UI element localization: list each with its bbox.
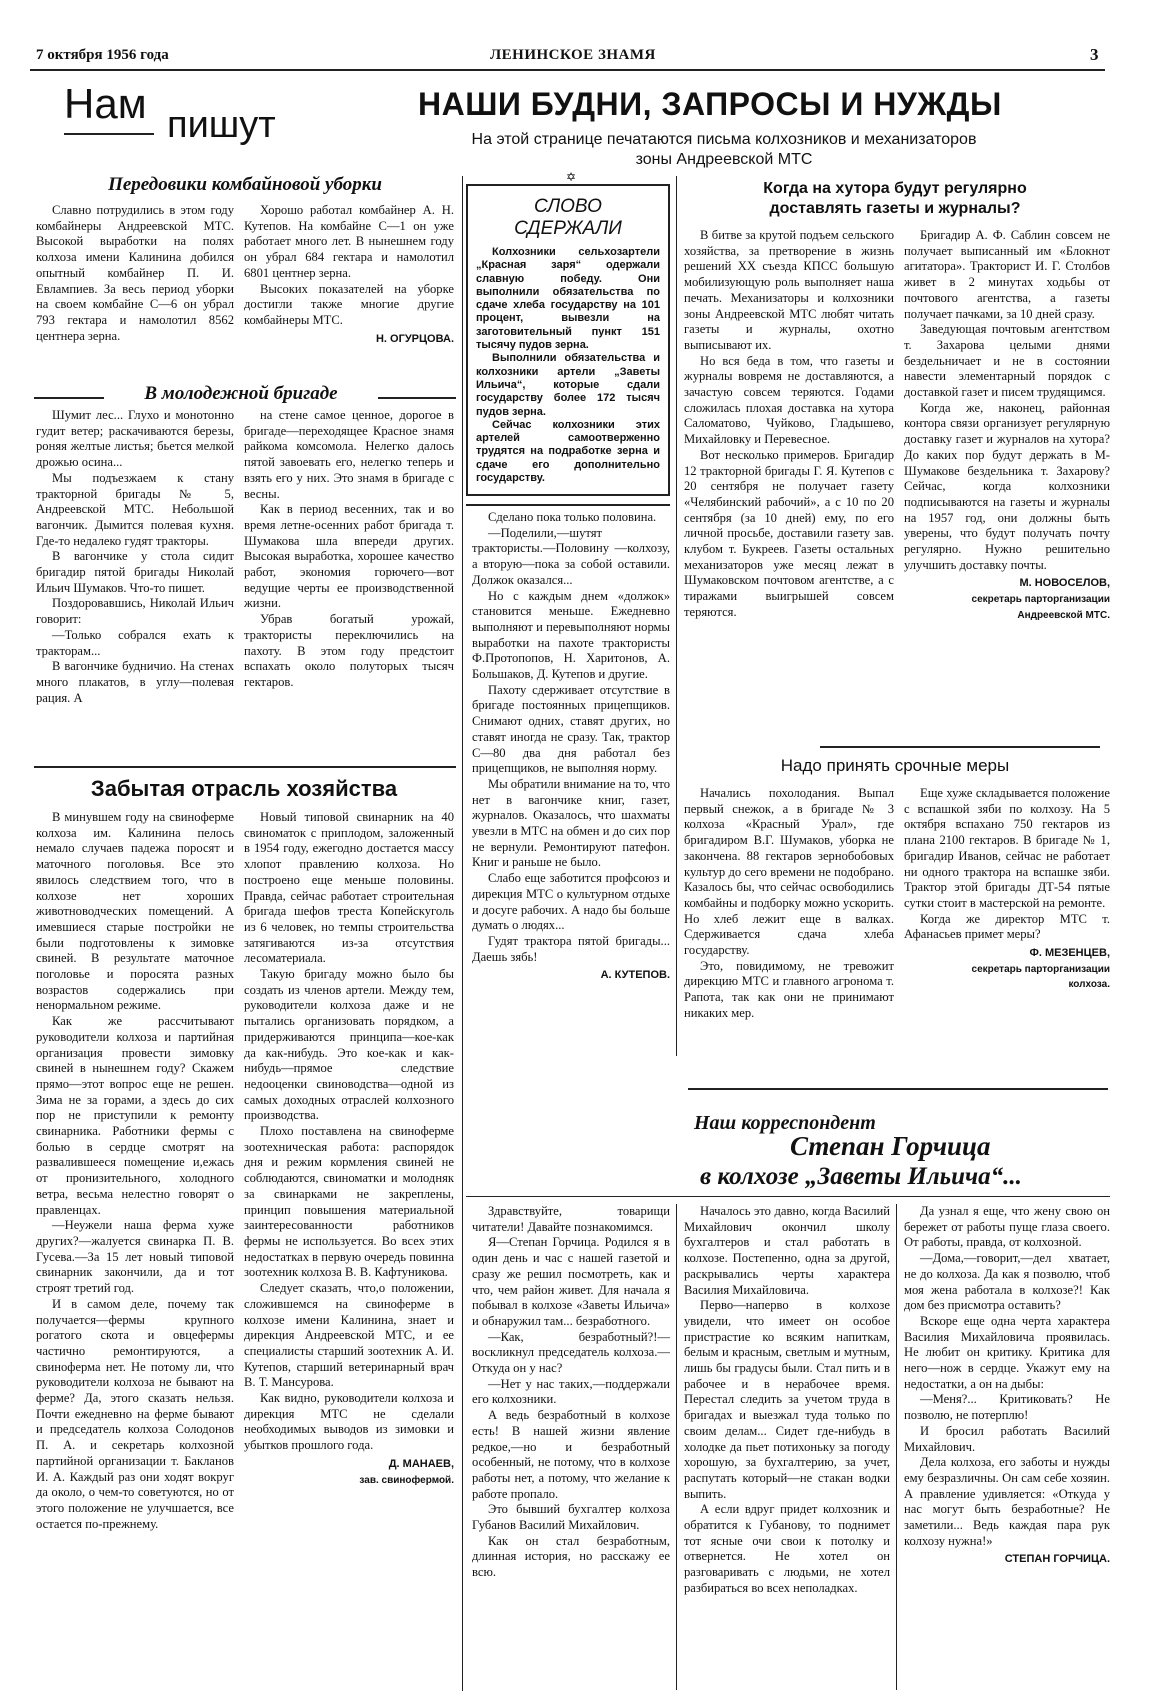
youth-para: Поздоровавшись, Николай Ильич говорит: xyxy=(36,596,234,627)
urgent-para: Начались похолодания. Выпал первый снежок, а в бригаде № 3 колхоза «Красный Урал», где бригадиром В.Г. Шумаков, уборка не закончена. 88 гектаров зернобобовых культур до сего времени не подобрано. Казалось бы, что сейчас освободились комбайны и подборку можно ускорить. Но хлеб лежит еще в валках. Сдерживается сдача хлеба государству. xyxy=(684,786,894,958)
box-bottom-rule xyxy=(466,504,670,506)
youth-para: В вагончике у стола сидит бригадир пятой бригады Николай Ильич Шумаков. Что-то пишет. xyxy=(36,549,234,595)
youth-cont-para: —Поделили,—шутят трактористы.—Половину —колхозу, а вторую—пока за собой оставили. Должок оказался... xyxy=(472,525,670,587)
newspapers-para: В битве за крутой подъем сельского хозяйства, за претворение в жизнь решений XX съезда КПСС большую мобилизующую роль выполняет наша печать. Механизаторы и колхозники зоны Андреевской МТС любят читать газеты и журналы, охотно выписывают их. xyxy=(684,228,894,352)
correspondent-para: Вскоре еще одна черта характера Василия Михайловича проявилась. Не любит он критику. Критика для него—нож в сердце. Укажут ему на недостатки, а он на дыбы: xyxy=(904,1313,1110,1391)
correspondent-divider-1 xyxy=(676,1204,677,1690)
correspondent-title-2: Степан Горчица xyxy=(790,1131,991,1161)
correspondent-col2 xyxy=(684,1204,890,1692)
correspondent-para: А ведь безработный в колхозе есть! В нашей жизни явление редкое,—но и безработный особенный, не потому, что в колхозе работы нет, а потому, что желание к работе пропало. xyxy=(472,1408,670,1501)
article-newspapers-title-2: доставлять газеты и журналы? xyxy=(769,200,1021,217)
article-combine-signature: Н. ОГУРЦОВА. xyxy=(375,332,454,345)
rubric-nam: Нам xyxy=(64,80,147,127)
pig-para: Следует сказать, что,о положении, сложившемся на свиноферме в колхозе имени Калинина, знает и дирекция Андреевской МТС, и ее специалисты старший зоотехник А. И. Кутепов, старший ветеринарный врач В. Т. Мансурова. xyxy=(244,1281,454,1390)
box-title-1: СЛОВО xyxy=(534,196,602,217)
newspapers-para: Когда же, наконец, районная контора связи организует регулярную доставку газет и журналов на хутора? До каких пор будут держать в М-Шумакове бездельника т. Захарову? Сейчас, когда колхозники подписываются на газеты и журналы на 1957 год, они должны быть уверены, что будут получать почту регулярно. Нужно решительно улучшить доставку почты. xyxy=(904,400,1110,572)
correspondent-para: Как он стал безработным, длинная история, но расскажу ее всю. xyxy=(472,1533,670,1580)
article-pig-farm-col1 xyxy=(36,810,234,1692)
correspondent-para: Это бывший бухгалтер колхоза Губанов Василий Михайлович. xyxy=(472,1502,670,1533)
correspondent-divider-2 xyxy=(896,1204,897,1690)
pig-para: Новый типовой свинарник на 40 свиноматок с приплодом, заложенный в 1954 году, ежегодно достается массу хлопот правлению колхоза. Но построено еще меньше половины. Правда, сейчас работает строительная бригада шефов треста Копейскуголь из 6 человек, но темпы строительства затягиваются из-за отсутствия лесоматериала. xyxy=(244,810,454,966)
youth-para: Как в период весенних, так и во время летне-осенних работ бригада т. Шумакова шла впереди других. Высокая выработка, хорошее качество работ, экономия горючего—вот ведущие черты ее производственной жизни. xyxy=(244,502,454,611)
youth-para: на стене самое ценное, дорогое в бригаде—переходящее Красное знамя райкома комсомола. Нелегко далось пятой завоевать его, нелегко теперь и взять его у них. Это знамя в бригаде с весны. xyxy=(244,408,454,501)
youth-cont-para: Но с каждым днем «должок» становится меньше. Ежедневно выполняют и перевыполняют нормы выработки на пахоте трактористы Ф.Протопопов, Н. Харитонов, А. Большаков, Д. Кутепов и другие. xyxy=(472,588,670,682)
correspondent-para: А если вдруг придет колхозник и обратится к Губанову, то поднимет тот ясные очи свои к потолку и отвернется. Не хотел он разговаривать с людьми, не хотел разбираться во всех неполадках. xyxy=(684,1502,890,1595)
masthead-date: 7 октября 1956 года xyxy=(36,47,169,63)
correspondent-para: Началось это давно, когда Василий Михайлович окончил школу бухгалтеров и стал работать в колхозе. Постепенно, одна за другой, раскрывались черты характера Василия Михайловича. xyxy=(684,1204,890,1297)
box-para: Выполнили обязательства и колхозники артели „Заветы Ильича“, которые сдали государству более 172 тысяч пудов зерна. xyxy=(476,352,660,418)
youth-para: —Только собрался ехать к тракторам... xyxy=(36,627,234,658)
newspapers-para: Бригадир А. Ф. Саблин совсем не получает выписанный им «Блокнот агитатора». Тракторист И. Г. Столбов живет в 2 минутах ходьбы от почтового агентства, а газеты получает пачками, за 10 дней сразу. xyxy=(904,228,1110,321)
box-word-kept xyxy=(466,184,670,496)
correspondent-col1 xyxy=(472,1204,670,1692)
urgent-para: Когда же директор МТС т. Афанасьев примет меры? xyxy=(904,911,1110,942)
youth-cont-para: Сделано пока только половина. xyxy=(488,510,657,524)
correspondent-col3 xyxy=(904,1204,1110,1694)
youth-signature: А. КУТЕПОВ. xyxy=(600,969,670,982)
rubric-underline xyxy=(64,133,154,135)
article-pig-farm-title: Забытая отрасль хозяйства xyxy=(90,776,398,801)
correspondent-title-1: Наш корреспондент xyxy=(694,1112,876,1134)
article-combine-title: Передовики комбайновой уборки xyxy=(108,174,382,195)
page-banner-title: НАШИ БУДНИ, ЗАПРОСЫ И НУЖДЫ xyxy=(418,86,1002,122)
pig-title-top-rule xyxy=(34,766,456,768)
youth-para: Шумит лес... Глухо и монотонно гудит ветер; раскачиваются березы, роняя желтые листья; бьется мелкой дрожью осина... xyxy=(36,408,234,470)
article-youth-title: В молодежной бригаде xyxy=(144,383,338,404)
newspapers-signature-title-1: секретарь парторганизации xyxy=(971,594,1110,606)
urgent-signature-title-2: колхоза. xyxy=(1068,979,1110,991)
masthead-page-number: 3 xyxy=(1090,45,1099,64)
correspondent-para: —Меня?... Критиковать? Не позволю, не потерплю! xyxy=(904,1392,1110,1423)
pig-para: Такую бригаду можно было бы создать из членов артели. Между тем, руководители колхоза даже и не пытались организовать порядком, а придерживаются принципа—кое-как да как-нибудь. Это кое-как и как-нибудь—прямое следствие недооценки свиноводства—одной из самых доходных отраслей колхозного производства. xyxy=(244,967,454,1123)
correspondent-title-3: в колхозе „Заветы Ильича“... xyxy=(700,1163,1022,1190)
newspapers-signature-title-2: Андреевской МТС. xyxy=(1017,609,1110,621)
newspapers-signature: М. НОВОСЕЛОВ, xyxy=(1019,577,1110,590)
pig-signature: Д. МАНАЕВ, xyxy=(388,1457,454,1470)
urgent-para: Еще хуже складывается положение с вспашкой зяби по колхозу. На 5 октября вспахано 750 гектаров из плана 2100 гектаров. В бригаде № 1, бригадир Иванов, сейчас не работает ни одного трактора на вспашке зяби. Трактор этой бригады ДТ-54 пятые сутки стоит в мастерской на ремонте. xyxy=(904,786,1110,910)
pig-para: —Неужели наша ферма хуже других?—жалуется свинарка П. В. Гусева.—За 15 лет новый типовой свинарник закончили, да и тот строят третий год. xyxy=(36,1218,234,1296)
ornament-star-icon: ✡ xyxy=(566,170,577,184)
masthead-paper-name: ЛЕНИНСКОЕ ЗНАМЯ xyxy=(490,47,656,63)
article-combine-para: Высоких показателей на уборке достигли также многие другие комбайнеры МТС. xyxy=(244,281,454,327)
pig-para: В минувшем году на свиноферме колхоза им. Калинина пелось немало случаев падежа поросят и маточного поголовья. Все это явилось следствием того, что в колхозе нет хороших животноводческих помещений. А имевшиеся старые постройки не были подготовлены к зимовке свиней. В результате маточное поголовье и поросята разных возрастов содержались при ненормальном режиме. xyxy=(36,810,234,1013)
youth-continuation xyxy=(472,510,670,1124)
youth-title-rule-left xyxy=(34,397,104,399)
youth-para: Мы подъезжаем к стану тракторной бригады № 5, Андреевской МТС. Небольшой вагончик. Дымится полевая кухня. Где-то недалеко гудят тракторы. xyxy=(36,470,234,548)
box-para: Сейчас колхозники этих артелей самоотверженно трудятся на подработке зерна и сдаче его дополнительно государству. xyxy=(476,418,660,485)
correspondent-para: —Нет у нас таких,—поддержали его колхозники. xyxy=(472,1376,670,1407)
article-urgent-col1 xyxy=(684,786,894,1048)
pig-para: Плохо поставлена на свиноферме зоотехническая работа: распорядок дня и режим кормления свиней не соблюдаются, свиноматки и молодняк за свинарками не закреплены, принцип повышения материальной заинтересованности работников фермы не используется. Во всех этих недостатках в первую очередь повинна зоотехник колхоза В. В. Кафтуникова. xyxy=(244,1124,454,1280)
article-newspapers-title-1: Когда на хутора будут регулярно xyxy=(763,180,1027,197)
page-banner-subtitle-2: зоны Андреевской МТС xyxy=(635,151,813,168)
correspondent-para: —Дома,—говорит,—дел хватает, не до колхоза. Да как я позволю, чтоб моя жена работала в колхозе?! Как дом без присмотра оставить? xyxy=(904,1251,1110,1313)
urgent-para: Это, повидимому, не тревожит дирекцию МТС и главного агронома т. Рапота, так как они не принимают никаких мер. xyxy=(684,958,894,1020)
correspondent-para: Да узнал я еще, что жену свою он бережет от работы пуще глаза своего. От работы, правда, от колхозной. xyxy=(904,1204,1110,1250)
youth-para: В вагончике будничио. На стенах много плакатов, в углу—полевая рация. А xyxy=(36,659,234,705)
correspondent-para: Перво—наперво в колхозе увидели, что имеет он особое пристрастие ко всяким напиткам, белым и красным, светлым и мутным, лишь бы градусы были. Стал пить и в рабочее и в нерабочее время. Перестал следить за учетом труда в бригадах и выезжал туда только по своим делам... Сидет где-нибудь в холодке да пьет потихоньку за погоду хорошую, за бухгалтерию, за учет, распутать который—не стакан водки выпить. xyxy=(684,1298,890,1501)
article-newspapers-col2 xyxy=(904,228,1110,738)
page-banner-subtitle-1: На этой странице печатаются письма колхозников и механизаторов xyxy=(471,131,977,148)
correspondent-top-rule xyxy=(688,1088,1108,1090)
article-urgent-title: Надо принять срочные меры xyxy=(780,756,1010,775)
youth-cont-para: Гудят трактора пятой бригады... Даешь зябь! xyxy=(472,933,670,964)
correspondent-section-rule xyxy=(466,1196,1110,1197)
youth-cont-para: Пахоту сдерживает отсутствие в бригаде постоянных прицепщиков. Снимают одних, ставят других, но ставят иногда не сразу. Так, трактор С—80 два дня работал без прицепщиков, не выполняя норму. xyxy=(472,682,670,776)
correspondent-para: Я—Степан Горчица. Родился я в один день и час с нашей газетой и сразу же решил посмотреть, как и что, чем район живет. Для начала я побывал в колхозе «Заветы Ильича» и обнаружил там... безработного. xyxy=(472,1235,670,1328)
box-para: Колхозники сельхозартели „Красная заря“ одержали славную победу. Они выполнили обязательства по сдаче хлеба государству на 101 процент, вывезли на заготовительный пункт 151 тысячу пудов зерна. xyxy=(476,246,660,352)
rubric-pishut: пишут xyxy=(167,104,276,146)
article-newspapers-col1 xyxy=(684,228,894,738)
article-pig-farm-col2 xyxy=(244,810,454,1692)
correspondent-signature: СТЕПАН ГОРЧИЦА. xyxy=(1004,1553,1110,1566)
column-divider-center xyxy=(462,176,463,1691)
pig-para: Как же рассчитывают руководители колхоза и партийная организация провести зимовку свиней в нынешнем году? Скажем прямо—этот вопрос еще не решен. Зима не за горами, а здесь до сих пор не приступили к ремонту свинарника. Работники фермы с болью в сердце смотрят на развалившееся помещение и,ежась от пронизительного, холодного ветра, весьма нелестно говорят о правленцах. xyxy=(36,1014,234,1217)
correspondent-para: И бросил работать Василий Михайлович. xyxy=(904,1423,1110,1454)
article-combine-col2 xyxy=(244,203,454,381)
article-combine-col1 xyxy=(36,203,234,363)
youth-cont-para: Слабо еще заботится профсоюз и дирекция МТС о культурном отдыхе и досуге рабочих. А надо бы больше думать о людях... xyxy=(472,871,670,933)
masthead-rule xyxy=(30,69,1105,71)
correspondent-para: Дела колхоза, его заботы и нужды ему безразличны. Он сам себе хозяин. А правление удивляется: «Откуда у нас могут быть безработные? Не заметили... Ведь каждая пара рук колхозу нужна!» xyxy=(904,1455,1110,1548)
article-combine-para: Славно потрудились в этом году комбайнеры Андреевской МТС. Высокой выработки на полях колхоза имени Калинина добился опытный комбайнер П. И. Евлампиев. За весь период уборки на своем комбайне С—6 он убрал 793 гектара и намолотил 8562 центнера зерна. xyxy=(36,203,234,343)
newspapers-para: Заведующая почтовым агентством т. Захарова целыми днями бездельничает и не в состоянии навести элементарный порядок с доставкой газет и писем трудящимся. xyxy=(904,322,1110,400)
column-divider-right xyxy=(676,176,677,1056)
article-youth-col2 xyxy=(244,408,454,778)
article-youth-col1 xyxy=(36,408,234,778)
urgent-title-top-rule xyxy=(820,746,1100,748)
correspondent-para: Здравствуйте, товарищи читатели! Давайте познакомимся. xyxy=(472,1204,670,1234)
box-title-2: СДЕРЖАЛИ xyxy=(514,218,622,239)
youth-title-rule-right xyxy=(378,397,456,399)
newspapers-para: Вот несколько примеров. Бригадир 12 тракторной бригады Г. Я. Кутепов с 20 сентября не получает газету «Челябинский рабочий», а с 10 по 20 сентября (за 10 дней) ему, по его личной просьбе, доставили газету зав. клубом т. Букреев. Газеты остальных механизаторов уже месяц лежат в Шумаковском почтовом агентстве, а с тиражами выигрышей совсем теряются. xyxy=(684,447,894,619)
pig-signature-title: зав. свинофермой. xyxy=(359,1474,454,1486)
urgent-signature-title-1: секретарь парторганизации xyxy=(971,963,1110,975)
box-body xyxy=(476,246,660,490)
urgent-signature: Ф. МЕЗЕНЦЕВ, xyxy=(1029,947,1110,960)
youth-para: Убрав богатый урожай, трактористы переключились на пахоту. В этом году предстоит вспахать около полуторых тысяч гектаров. xyxy=(244,612,454,689)
correspondent-para: —Как, безработный?!—воскликнул председатель колхоза.—Откуда он у нас? xyxy=(472,1329,670,1376)
pig-para: И в самом деле, почему так получается—фермы крупного рогатого скота и овцефермы частично ремонтируются, а свиноферма нет. Не потому ли, что руководители колхоза не бывают на ферме? Да, этого сказать нельзя. Почти ежедневно на ферме бывают и председатель колхоза Солодонов П. А. и секретарь колхозной партийной организации т. Бакланов И. А. Каждый раз они ходят вокруг да около, о чем-то советуются, но от этого положение не улучшается, все остается по-прежнему. xyxy=(36,1296,234,1531)
article-combine-para: Хорошо работал комбайнер А. Н. Кутепов. На комбайне С—1 он уже работает много лет. В нынешнем году он убрал 684 гектара и намолотил 6801 центнер зерна. xyxy=(244,203,454,280)
article-urgent-col2 xyxy=(904,786,1110,1048)
pig-para: Как видно, руководители колхоза и дирекция МТС не сделали необходимых выводов из зимовки и убытков прошлого года. xyxy=(244,1391,454,1453)
newspapers-para: Но вся беда в том, что газеты и журналы вовремя не доставляются, а зачастую совсем теряются. Годами сложилась плохая доставка на хутора Саломатово, Чуйково, Гладышево, Михайловку и Перевесное. xyxy=(684,353,894,447)
youth-cont-para: Мы обратили внимание на то, что нет в вагончике книг, газет, журналов. Оказалось, что шахматы увезли в МТС на обмен и до сих пор не вернули. Ремонтируют патефон. Книг и раньше не было. xyxy=(472,776,670,870)
